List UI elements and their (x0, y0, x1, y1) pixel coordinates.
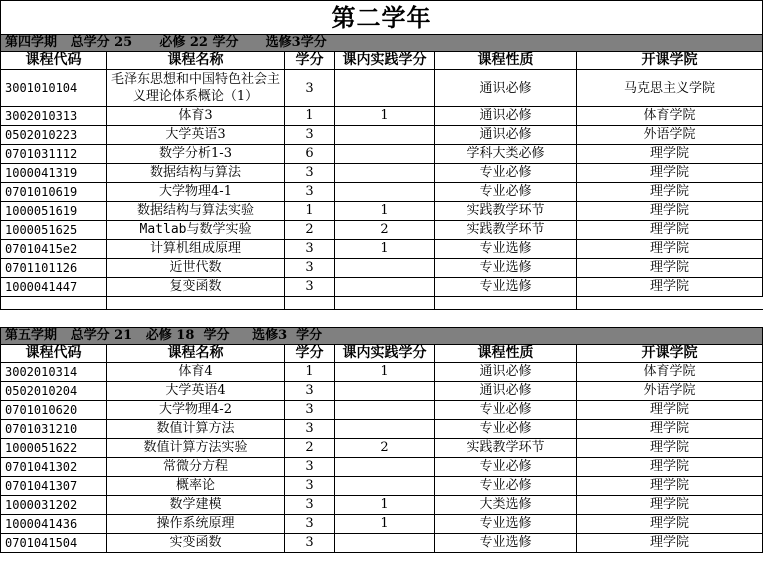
course-type: 专业选修 (435, 278, 577, 297)
header-credit: 学分 (285, 52, 335, 70)
course-name: 大学英语3 (107, 126, 285, 145)
credit: 3 (285, 458, 335, 477)
course-code: 0701010619 (1, 183, 107, 202)
course-name: 数学建模 (107, 496, 285, 515)
course-name: Matlab与数学实验 (107, 221, 285, 240)
course-name: 体育3 (107, 107, 285, 126)
table-row (1, 382, 763, 401)
course-type: 专业选修 (435, 515, 577, 534)
college: 外语学院 (577, 126, 763, 145)
credit: 3 (285, 259, 335, 278)
header-row (1, 345, 763, 363)
course-name: 复变函数 (107, 278, 285, 297)
course-code: 07010415e2 (1, 240, 107, 259)
practice-credit (335, 70, 435, 107)
college: 理学院 (577, 401, 763, 420)
course-type: 通识必修 (435, 126, 577, 145)
credit: 3 (285, 401, 335, 420)
course-code: 1000041436 (1, 515, 107, 534)
table-row (1, 126, 763, 145)
table-row (1, 107, 763, 126)
credit: 3 (285, 496, 335, 515)
table-row (1, 515, 763, 534)
table-row (1, 259, 763, 278)
practice-credit (335, 458, 435, 477)
course-type: 大类选修 (435, 496, 577, 515)
college: 理学院 (577, 145, 763, 164)
credit: 3 (285, 70, 335, 107)
college: 马克思主义学院 (577, 70, 763, 107)
course-type: 实践教学环节 (435, 202, 577, 221)
course-code: 0701010620 (1, 401, 107, 420)
spacer-cell (1, 297, 107, 310)
college: 理学院 (577, 534, 763, 553)
college: 理学院 (577, 496, 763, 515)
course-code: 1000041319 (1, 164, 107, 183)
course-code: 3001010104 (1, 70, 107, 107)
course-name: 计算机组成原理 (107, 240, 285, 259)
college: 理学院 (577, 458, 763, 477)
header-course-code: 课程代码 (1, 345, 107, 363)
table-row (1, 278, 763, 297)
table-row (1, 420, 763, 439)
header-practice-credit: 课内实践学分 (335, 345, 435, 363)
practice-credit (335, 164, 435, 183)
course-code: 3002010314 (1, 363, 107, 382)
course-name: 实变函数 (107, 534, 285, 553)
course-code: 1000051625 (1, 221, 107, 240)
spacer-cell (107, 297, 285, 310)
course-name: 近世代数 (107, 259, 285, 278)
header-course-type: 课程性质 (435, 345, 577, 363)
college: 理学院 (577, 477, 763, 496)
practice-credit: 1 (335, 363, 435, 382)
semester-4-table (0, 34, 763, 310)
credit: 1 (285, 202, 335, 221)
course-type: 通识必修 (435, 107, 577, 126)
header-practice-credit: 课内实践学分 (335, 52, 435, 70)
semester-summary-row (1, 35, 763, 52)
spacer-row (1, 297, 763, 310)
course-type: 通识必修 (435, 70, 577, 107)
course-code: 1000051622 (1, 439, 107, 458)
header-course-name: 课程名称 (107, 345, 285, 363)
table-row (1, 164, 763, 183)
practice-credit: 1 (335, 202, 435, 221)
course-type: 专业必修 (435, 401, 577, 420)
credit: 3 (285, 534, 335, 553)
course-type: 通识必修 (435, 382, 577, 401)
header-course-code: 课程代码 (1, 52, 107, 70)
course-name: 数据结构与算法实验 (107, 202, 285, 221)
course-name: 操作系统原理 (107, 515, 285, 534)
college: 体育学院 (577, 107, 763, 126)
credit: 1 (285, 363, 335, 382)
college: 理学院 (577, 439, 763, 458)
course-type: 学科大类必修 (435, 145, 577, 164)
practice-credit: 1 (335, 515, 435, 534)
college: 理学院 (577, 259, 763, 278)
course-code: 0701101126 (1, 259, 107, 278)
table-row (1, 477, 763, 496)
course-name: 数学分析1-3 (107, 145, 285, 164)
course-type: 通识必修 (435, 363, 577, 382)
semester-summary-row (1, 328, 763, 345)
course-name: 常微分方程 (107, 458, 285, 477)
course-code: 0701041504 (1, 534, 107, 553)
course-type: 专业必修 (435, 420, 577, 439)
table-row (1, 183, 763, 202)
course-name: 数值计算方法 (107, 420, 285, 439)
table-row (1, 458, 763, 477)
course-code: 0701041307 (1, 477, 107, 496)
practice-credit: 1 (335, 240, 435, 259)
college: 外语学院 (577, 382, 763, 401)
table-row (1, 401, 763, 420)
spacer-cell (435, 297, 577, 310)
practice-credit: 2 (335, 439, 435, 458)
course-code: 1000041447 (1, 278, 107, 297)
course-code: 3002010313 (1, 107, 107, 126)
practice-credit (335, 477, 435, 496)
credit: 3 (285, 183, 335, 202)
college: 理学院 (577, 202, 763, 221)
semester-5-table (0, 327, 763, 553)
course-type: 专业选修 (435, 259, 577, 278)
practice-credit (335, 420, 435, 439)
college: 体育学院 (577, 363, 763, 382)
course-type: 专业必修 (435, 183, 577, 202)
header-course-name: 课程名称 (107, 52, 285, 70)
practice-credit (335, 259, 435, 278)
credit: 3 (285, 477, 335, 496)
practice-credit (335, 145, 435, 164)
table-row (1, 240, 763, 259)
header-course-type: 课程性质 (435, 52, 577, 70)
college: 理学院 (577, 183, 763, 202)
page-title: 第二学年 (0, 0, 763, 34)
course-name: 数据结构与算法 (107, 164, 285, 183)
practice-credit: 1 (335, 496, 435, 515)
table-row (1, 145, 763, 164)
credit: 2 (285, 439, 335, 458)
spacer-cell (577, 297, 763, 310)
table-row (1, 363, 763, 382)
college: 理学院 (577, 420, 763, 439)
college: 理学院 (577, 164, 763, 183)
course-name: 大学物理4-2 (107, 401, 285, 420)
semester-summary: 第四学期 总学分 25 必修 22 学分 选修3学分 (1, 35, 763, 52)
course-code: 0502010223 (1, 126, 107, 145)
course-code: 0701031210 (1, 420, 107, 439)
practice-credit: 1 (335, 107, 435, 126)
course-type: 实践教学环节 (435, 439, 577, 458)
credit: 3 (285, 382, 335, 401)
credit: 3 (285, 126, 335, 145)
course-code: 1000051619 (1, 202, 107, 221)
spacer-cell (335, 297, 435, 310)
credit: 3 (285, 164, 335, 183)
college: 理学院 (577, 240, 763, 259)
college: 理学院 (577, 221, 763, 240)
spacer-cell (285, 297, 335, 310)
college: 理学院 (577, 278, 763, 297)
credit: 3 (285, 240, 335, 259)
practice-credit (335, 401, 435, 420)
course-code: 0701031112 (1, 145, 107, 164)
practice-credit (335, 126, 435, 145)
table-row (1, 202, 763, 221)
header-row (1, 52, 763, 70)
credit: 3 (285, 515, 335, 534)
course-name: 数值计算方法实验 (107, 439, 285, 458)
credit: 3 (285, 278, 335, 297)
course-name: 概率论 (107, 477, 285, 496)
table-row (1, 221, 763, 240)
practice-credit (335, 534, 435, 553)
course-type: 专业必修 (435, 458, 577, 477)
table-row (1, 439, 763, 458)
credit: 1 (285, 107, 335, 126)
course-code: 0502010204 (1, 382, 107, 401)
course-type: 专业必修 (435, 477, 577, 496)
table-row (1, 534, 763, 553)
course-code: 0701041302 (1, 458, 107, 477)
course-code: 1000031202 (1, 496, 107, 515)
practice-credit (335, 183, 435, 202)
header-college: 开课学院 (577, 52, 763, 70)
practice-credit: 2 (335, 221, 435, 240)
table-row (1, 70, 763, 107)
credit: 6 (285, 145, 335, 164)
course-type: 实践教学环节 (435, 221, 577, 240)
practice-credit (335, 278, 435, 297)
semester-summary: 第五学期 总学分 21 必修 18 学分 选修3 学分 (1, 328, 763, 345)
course-type: 专业必修 (435, 164, 577, 183)
header-credit: 学分 (285, 345, 335, 363)
course-type: 专业选修 (435, 240, 577, 259)
course-name: 毛泽东思想和中国特色社会主义理论体系概论（1） (107, 70, 285, 107)
course-name: 大学英语4 (107, 382, 285, 401)
course-name: 体育4 (107, 363, 285, 382)
practice-credit (335, 382, 435, 401)
table-row (1, 496, 763, 515)
course-type: 专业选修 (435, 534, 577, 553)
college: 理学院 (577, 515, 763, 534)
credit: 2 (285, 221, 335, 240)
header-college: 开课学院 (577, 345, 763, 363)
course-name: 大学物理4-1 (107, 183, 285, 202)
credit: 3 (285, 420, 335, 439)
